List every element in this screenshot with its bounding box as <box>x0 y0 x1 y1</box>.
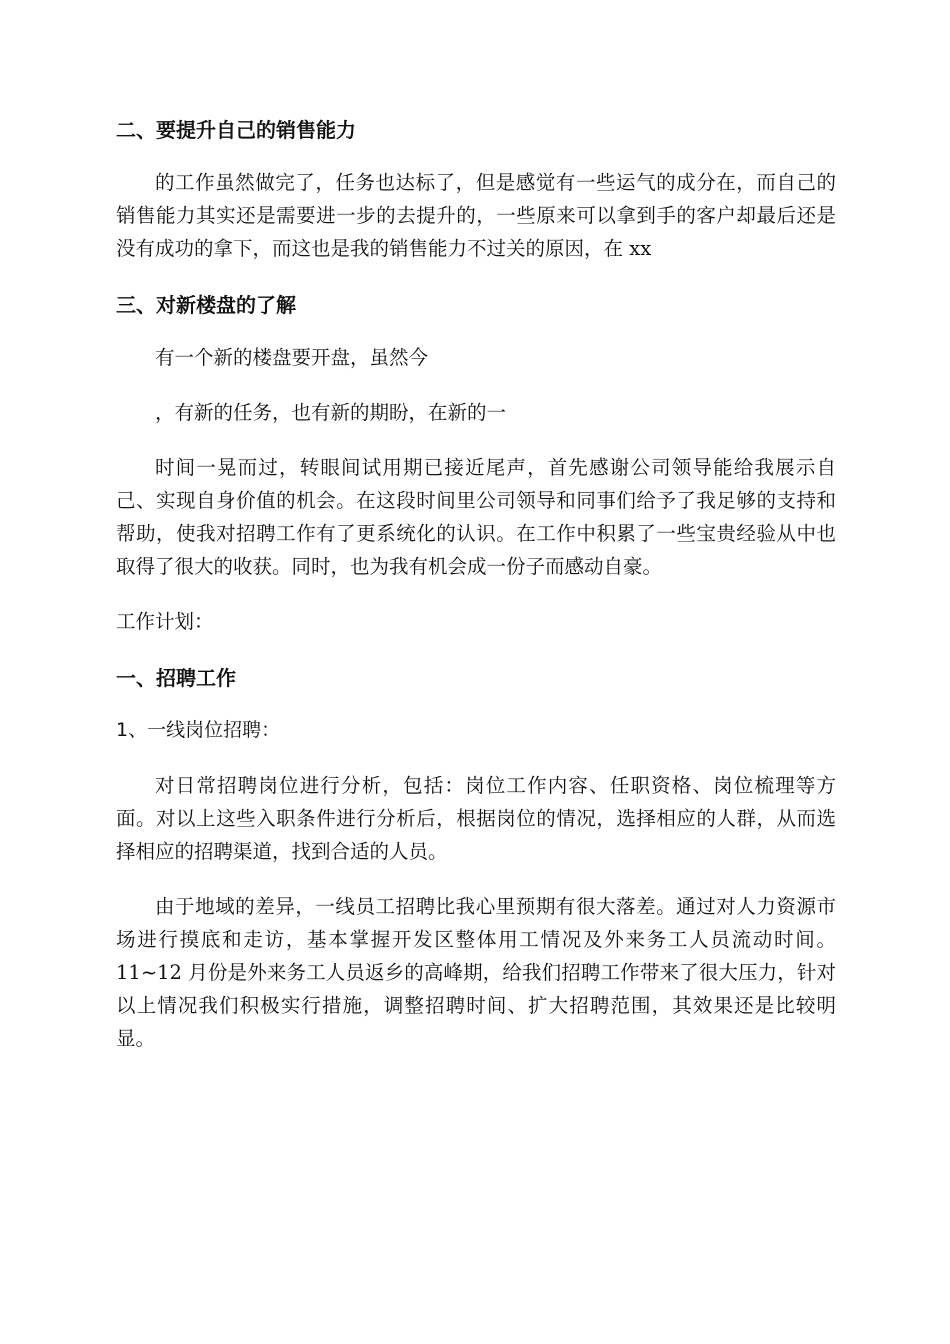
paragraph-sales-ability: 的工作虽然做完了，任务也达标了，但是感觉有一些运气的成分在，而自己的销售能力其实还是需要进一步的去提升的，一些原来可以拿到手的客户却最后还是没有成功的拿下，而这也是我的销售能力不过关的原因，在 xx <box>116 171 836 260</box>
subheading-frontline-recruitment: 1、一线岗位招聘： <box>116 719 281 741</box>
paragraph-probation-summary: 时间一晃而过，转眼间试用期已接近尾声，首先感谢公司领导能给我展示自己、实现自身价值的机会。在这段时间里公司领导和同事们给予了我足够的支持和帮助，使我对招聘工作有了更系统化的认识。在工作中积累了一些宝贵经验从中也取得了很大的收获。同时，也为我有机会成一份子而感动自豪。 <box>116 456 836 578</box>
paragraph-new-tasks: ，有新的任务，也有新的期盼，在新的一 <box>155 401 507 424</box>
section-heading-recruitment: 一、招聘工作 <box>116 666 236 690</box>
document-page <box>116 112 836 1077</box>
paragraph-new-property: 有一个新的楼盘要开盘，虽然今 <box>155 346 429 369</box>
section-heading-new-property: 三、对新楼盘的了解 <box>116 293 296 317</box>
paragraph-regional-difference: 由于地域的差异，一线员工招聘比我心里预期有很大落差。通过对人力资源市场进行摸底和走访，基本掌握开发区整体用工情况及外来务工人员流动时间。11~12 月份是外来务工人员返乡的高峰期，给我们招聘工作带来了很大压力，针对以上情况我们积极实行措施，调整招聘时间、扩大招聘范围，其效果还是比较明显。 <box>116 895 836 1050</box>
work-plan-label: 工作计划： <box>116 610 214 633</box>
section-heading-sales-ability: 二、要提升自己的销售能力 <box>116 118 356 142</box>
paragraph-position-analysis: 对日常招聘岗位进行分析，包括：岗位工作内容、任职资格、岗位梳理等方面。对以上这些入职条件进行分析后，根据岗位的情况，选择相应的人群，从而选择相应的招聘渠道，找到合适的人员。 <box>116 774 836 863</box>
